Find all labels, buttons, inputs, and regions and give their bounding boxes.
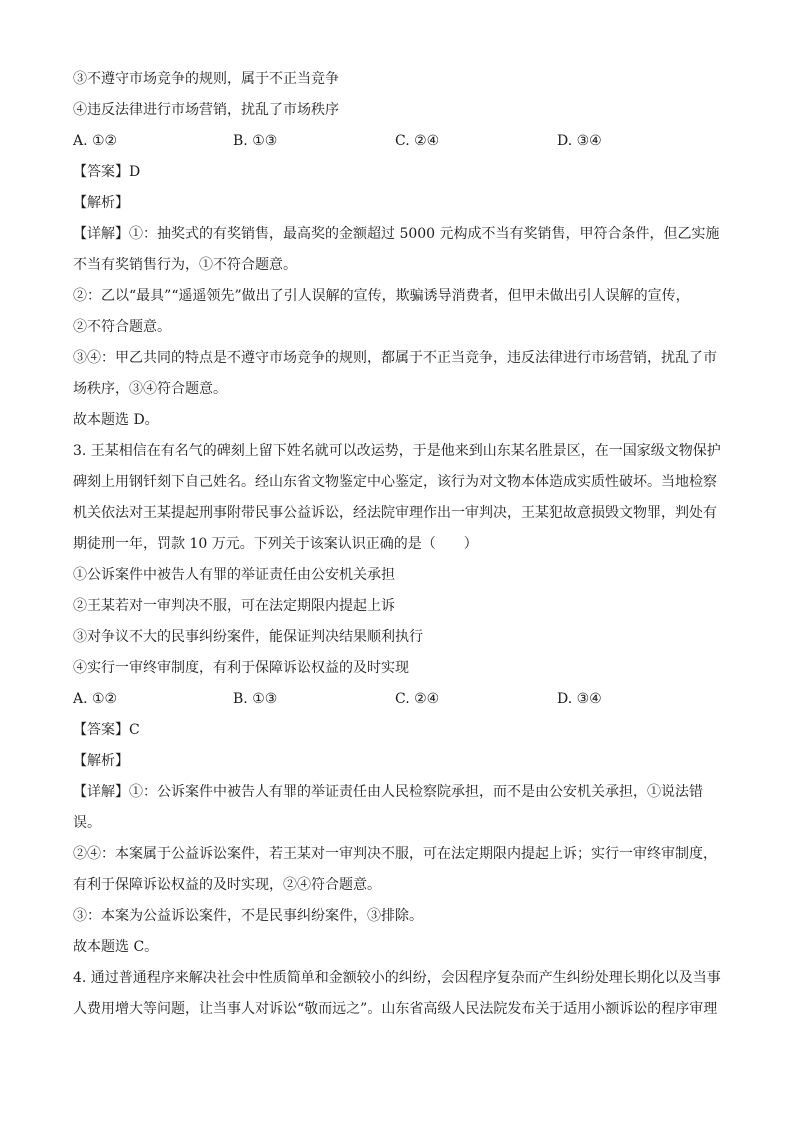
q3-item-4: ④实行一审终审制度，有利于保障诉讼权益的及时实现 (73, 660, 409, 676)
q3-options (73, 684, 733, 715)
q3-stem-line: 机关依法对王某提起刑事附带民事公益诉讼，经法院审理作出一审判决，王某犯故意损毁文物罪，判处有 (73, 505, 717, 521)
q2-option-c: C. ②④ (395, 133, 440, 149)
q3-stem-line: 碑刻上用钢钎刻下自己姓名。经山东省文物鉴定中心鉴定，该行为对文物本体造成实质性破坏。当地检察 (73, 474, 717, 490)
q3-stem-line: 期徒刑一年，罚款 10 万元。下列关于该案认识正确的是（ ） (73, 536, 478, 552)
q3-option-c: C. ②④ (395, 691, 440, 707)
document-content (73, 64, 733, 1025)
q3-item-1: ①公诉案件中被告人有罪的举证责任由公安机关承担 (73, 567, 395, 583)
q3-answer: 【答案】C (73, 722, 140, 738)
q2-answer: 【答案】D (73, 164, 141, 180)
q2-analysis-label: 【解析】 (73, 195, 129, 211)
q3-detail-line: ③：本案为公益诉讼案件，不是民事纠纷案件，③排除。 (73, 908, 423, 924)
q3-conclusion: 故本题选 C。 (73, 939, 159, 955)
q2-option-a: A. ①② (73, 133, 118, 149)
q2-detail-line: 场秩序，③④符合题意。 (73, 381, 227, 397)
q3-option-d: D. ③④ (557, 691, 602, 707)
q3-detail-line: ②④：本案属于公益诉讼案件，若王某对一审判决不服，可在法定期限内提起上诉；实行一审终审制度， (73, 846, 717, 862)
q3-detail-line: 有利于保障诉讼权益的及时实现，②④符合题意。 (73, 877, 381, 893)
q2-options (73, 126, 733, 157)
q3-option-a: A. ①② (73, 691, 118, 707)
q3-stem-line: 3. 王某相信在有名气的碑刻上留下姓名就可以改运势，于是他来到山东某名胜景区，在一国家级文物保护 (73, 443, 721, 459)
q2-option-b: B. ①③ (233, 133, 278, 149)
q2-conclusion: 故本题选 D。 (73, 412, 159, 428)
q4-stem-line: 人费用增大等问题，让当事人对诉讼“敬而远之”。山东省高级人民法院发布关于适用小额诉讼的程序审理 (73, 1001, 718, 1017)
q3-item-3: ③对争议不大的民事纠纷案件，能保证判决结果顺利执行 (73, 629, 423, 645)
q2-detail-line: 【详解】①：抽奖式的有奖销售，最高奖的金额超过 5000 元构成不当有奖销售，甲符合条件，但乙实施 (73, 226, 720, 242)
q2-detail-line: 不当有奖销售行为，①不符合题意。 (73, 257, 297, 273)
q2-item-4: ④违反法律进行市场营销，扰乱了市场秩序 (73, 102, 339, 118)
q2-detail-line: ②不符合题意。 (73, 319, 171, 335)
q3-detail-line: 误。 (73, 815, 101, 831)
q3-item-2: ②王某若对一审判决不服，可在法定期限内提起上诉 (73, 598, 395, 614)
q2-detail-line: ③④：甲乙共同的特点是不遵守市场竞争的规则，都属于不正当竞争，违反法律进行市场营销，扰乱了市 (73, 350, 717, 366)
q2-option-d: D. ③④ (557, 133, 602, 149)
q3-option-b: B. ①③ (233, 691, 278, 707)
q3-detail-line: 【详解】①：公诉案件中被告人有罪的举证责任由人民检察院承担，而不是由公安机关承担，①说法错 (73, 784, 703, 800)
q4-stem-line: 4. 通过普通程序来解决社会中性质简单和金额较小的纠纷，会因程序复杂而产生纠纷处理长期化以及当事 (73, 970, 721, 986)
q2-detail-line: ②：乙以“最具”“遥遥领先”做出了引人误解的宣传，欺骗诱导消费者，但甲未做出引人误解的宣传， (73, 288, 690, 304)
q3-analysis-label: 【解析】 (73, 753, 129, 769)
q2-item-3: ③不遵守市场竞争的规则，属于不正当竞争 (73, 71, 339, 87)
